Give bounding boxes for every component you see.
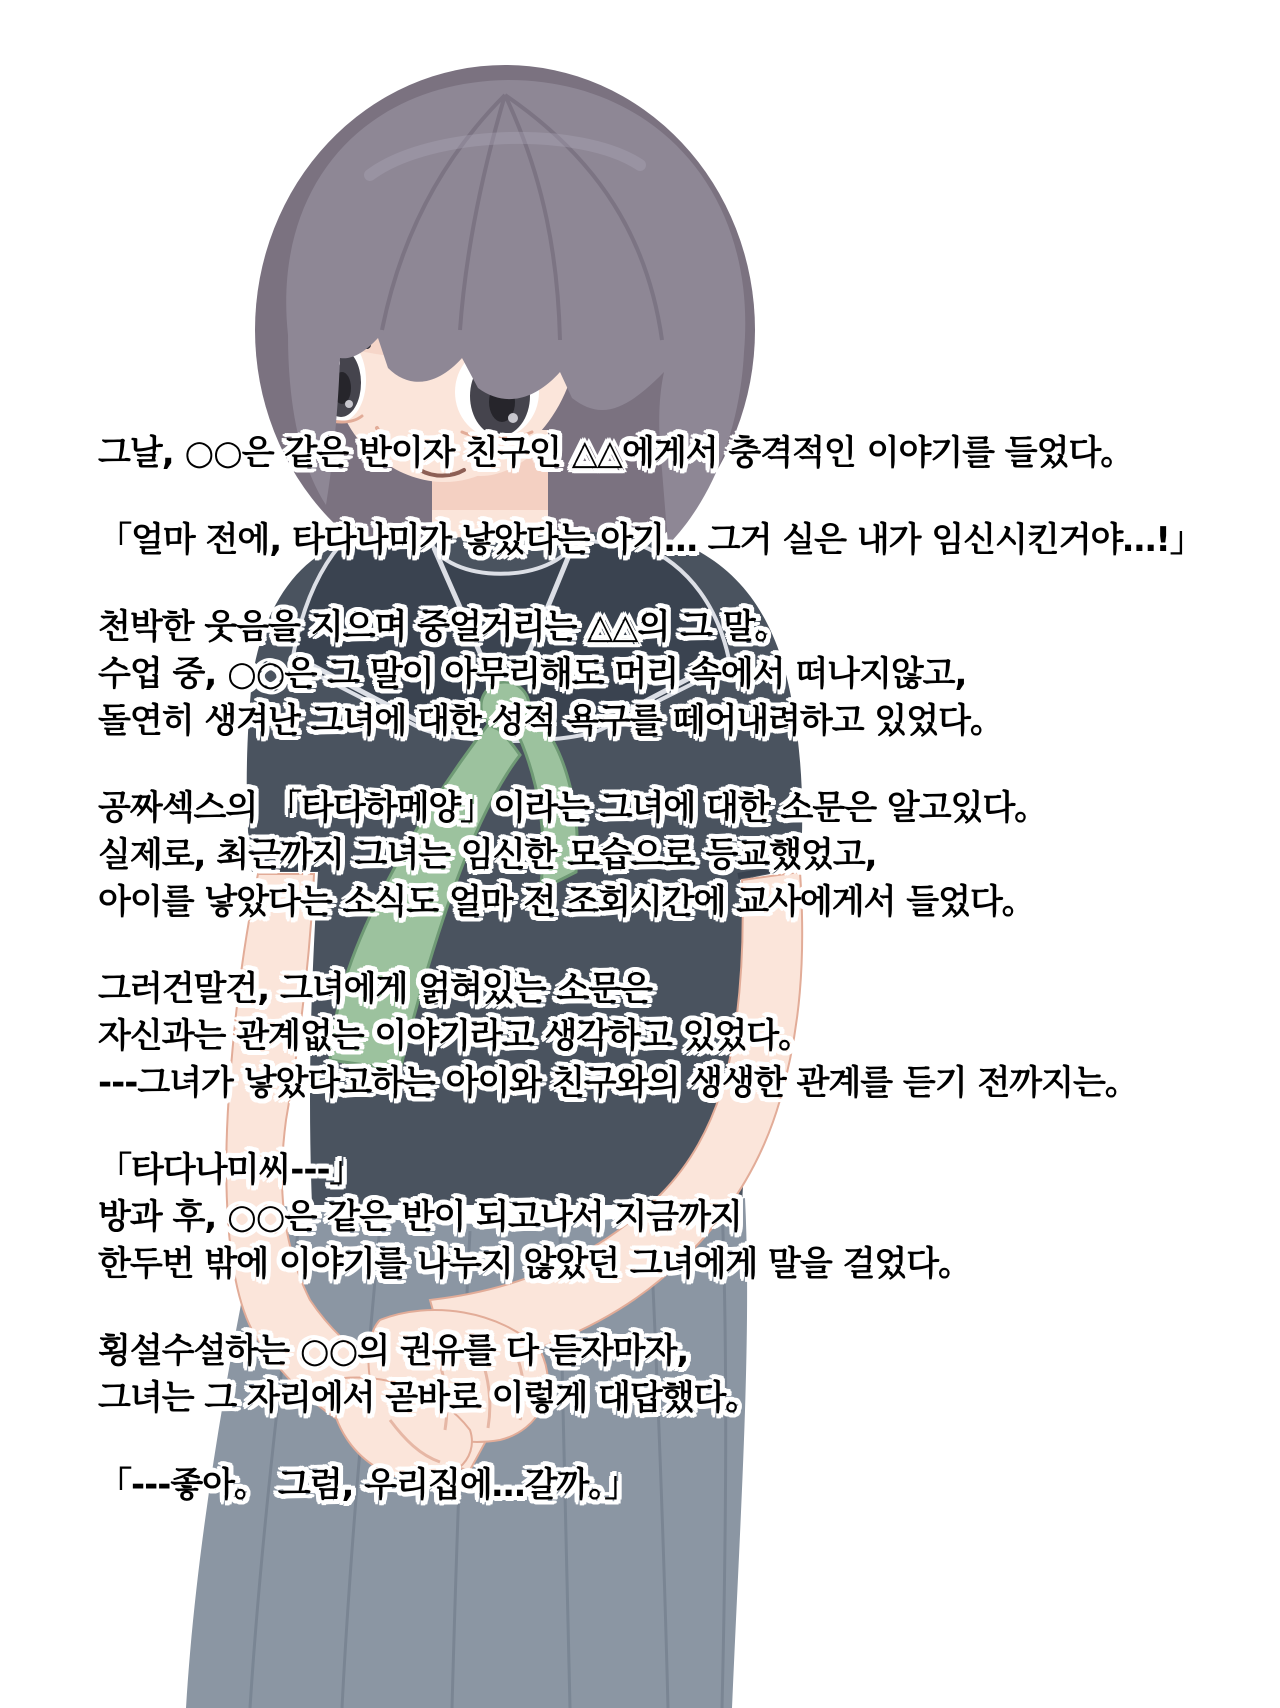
- story-line-16: 그녀는 그 자리에서 곧바로 이렇게 대답했다。: [98, 1378, 759, 1418]
- story-line-4: 수업 중, ○○은 그 말이 아무리해도 머리 속에서 떠나지않고,: [98, 654, 967, 694]
- story-line-2: 「얼마 전에, 타다나미가 낳았다는 아기… 그거 실은 내가 임신시킨거야…!」: [98, 520, 1203, 560]
- story-line-1: 그날, ○○은 같은 반이자 친구인 △△에게서 충격적인 이야기를 들었다。: [98, 433, 1134, 473]
- story-line-15: 횡설수설하는 ○○의 권유를 다 듣자마자,: [98, 1331, 689, 1371]
- story-line-10: 자신과는 관계없는 이야기라고 생각하고 있었다。: [98, 1016, 812, 1056]
- story-line-9: 그러건말건, 그녀에게 얽혀있는 소문은: [98, 969, 652, 1009]
- story-line-8: 아이를 낳았다는 소식도 얼마 전 조회시간에 교사에게서 들었다。: [98, 882, 1035, 922]
- story-line-7: 실제로, 최근까지 그녀는 임신한 모습으로 등교했었고,: [98, 835, 877, 875]
- story-line-5: 돌연히 생겨난 그녀에 대한 성적 욕구를 떼어내려하고 있었다。: [98, 701, 1003, 741]
- story-line-12: 「타다나미씨---」: [98, 1150, 363, 1190]
- story-line-6: 공짜섹스의 「타다하메양」이라는 그녀에 대한 소문은 알고있다。: [98, 788, 1048, 828]
- story-line-11: ---그녀가 낳았다고하는 아이와 친구와의 생생한 관계를 듣기 전까지는。: [98, 1063, 1138, 1103]
- story-line-17: 「---좋아。 그럼, 우리집에…갈까。」: [98, 1465, 638, 1505]
- story-line-13: 방과 후, ○○은 같은 반이 되고나서 지금까지: [98, 1197, 742, 1237]
- story-line-3: 천박한 웃음을 지으며 중얼거리는 △△의 그 말。: [98, 607, 788, 647]
- story-line-14: 한두번 밖에 이야기를 나누지 않았던 그녀에게 말을 걸었다。: [98, 1244, 972, 1284]
